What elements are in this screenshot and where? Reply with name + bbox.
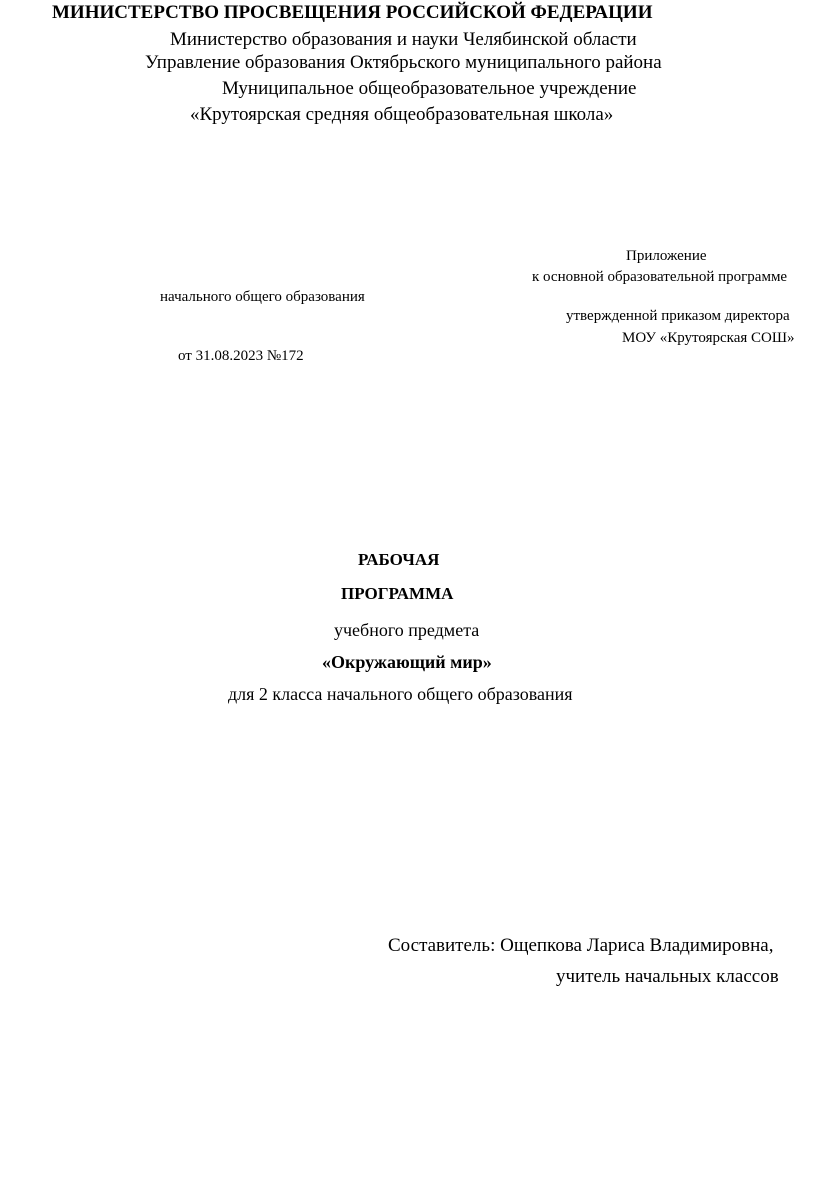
approved-by: утвержденной приказом директора (566, 308, 790, 324)
subject-name: «Окружающий мир» (322, 652, 492, 672)
author-name: Составитель: Ощепкова Лариса Владимировна, (388, 935, 774, 956)
title-line-2: ПРОГРАММА (341, 584, 454, 603)
organization-name: МОУ «Крутоярская СОШ» (622, 330, 795, 346)
ministry-heading: МИНИСТЕРСТВО ПРОСВЕЩЕНИЯ РОССИЙСКОЙ ФЕДЕРАЦИИ (52, 2, 653, 23)
program-reference: к основной образовательной программе (532, 269, 788, 285)
order-date: от 31.08.2023 №172 (178, 348, 304, 364)
school-name: «Крутоярская средняя общеобразовательная школа» (190, 104, 614, 125)
education-level: начального общего образования (160, 289, 365, 305)
institution-type: Муниципальное общеобразовательное учреждение (222, 78, 637, 99)
subject-label: учебного предмета (334, 620, 480, 640)
title-line-1: РАБОЧАЯ (358, 550, 440, 569)
regional-ministry: Министерство образования и науки Челябинской области (170, 29, 637, 50)
district-department: Управление образования Октябрьского муниципального района (145, 52, 662, 73)
author-position: учитель начальных классов (556, 966, 779, 987)
appendix-label: Приложение (626, 248, 707, 264)
grade-description: для 2 класса начального общего образования (228, 684, 573, 704)
